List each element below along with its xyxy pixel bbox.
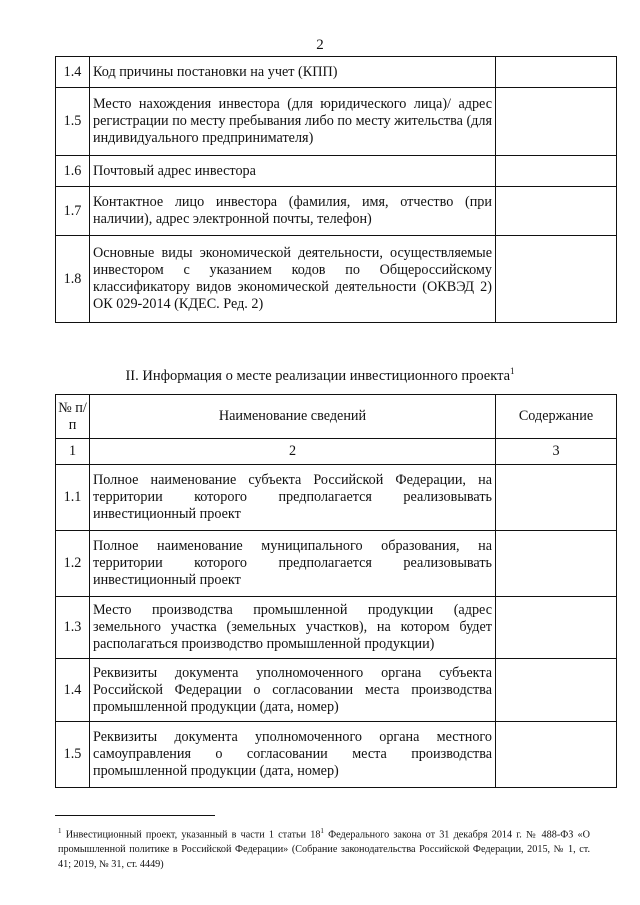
row-label: Полное наименование субъекта Российской Федерации, на территории которого предполагается реализовывать инвестиционный проект	[90, 465, 496, 531]
footnote-text-a: Инвестиционный проект, указанный в части 1 статьи 18	[65, 829, 321, 841]
row-value-cell[interactable]	[496, 531, 617, 597]
table-row	[56, 597, 617, 659]
footnote-reference[interactable]: 1	[510, 366, 515, 376]
header-number: № п/п	[56, 395, 90, 439]
section-title-text: II. Информация о месте реализации инвестиционного проекта	[125, 367, 511, 384]
section-title	[0, 366, 640, 385]
investor-info-table-continued	[55, 56, 617, 323]
row-value-cell[interactable]	[496, 187, 617, 236]
row-number: 1.4	[56, 57, 90, 88]
row-label: Реквизиты документа уполномоченного органа местного самоуправления о согласовании места производства промышленной продукции (дата, номер)	[90, 722, 496, 788]
row-value-cell[interactable]	[496, 722, 617, 788]
page-number: 2	[316, 37, 324, 53]
row-value-cell[interactable]	[496, 236, 617, 323]
table-row	[56, 659, 617, 722]
footnote-mark: 1	[58, 827, 62, 835]
row-number: 1.6	[56, 156, 90, 187]
row-value-cell[interactable]	[496, 88, 617, 156]
row-label: Контактное лицо инвестора (фамилия, имя, отчество (при наличии), адрес электронной почты, телефон)	[90, 187, 496, 236]
footnote-superscript: 1	[320, 827, 324, 835]
table-row	[56, 57, 617, 88]
table-row	[56, 531, 617, 597]
row-number: 1.3	[56, 597, 90, 659]
column-number: 2	[90, 439, 496, 465]
column-number-row	[56, 439, 617, 465]
row-number: 1.7	[56, 187, 90, 236]
footnote	[58, 824, 590, 872]
table-row	[56, 236, 617, 323]
row-number: 1.5	[56, 88, 90, 156]
table-row	[56, 187, 617, 236]
row-label: Код причины постановки на учет (КПП)	[90, 57, 496, 88]
column-number: 1	[56, 439, 90, 465]
row-value-cell[interactable]	[496, 597, 617, 659]
row-number: 1.8	[56, 236, 90, 323]
header-content: Содержание	[496, 395, 617, 439]
table-row	[56, 156, 617, 187]
header-name: Наименование сведений	[90, 395, 496, 439]
row-label: Место производства промышленной продукции (адрес земельного участка (земельных участков), на котором будет располагаться производство промышленной продукции)	[90, 597, 496, 659]
row-value-cell[interactable]	[496, 57, 617, 88]
row-label: Реквизиты документа уполномоченного органа субъекта Российской Федерации о согласовании места производства промышленной продукции (дата, номер)	[90, 659, 496, 722]
column-number: 3	[496, 439, 617, 465]
table-header-row	[56, 395, 617, 439]
row-number: 1.2	[56, 531, 90, 597]
row-number: 1.5	[56, 722, 90, 788]
table-row	[56, 722, 617, 788]
row-number: 1.4	[56, 659, 90, 722]
row-number: 1.1	[56, 465, 90, 531]
row-label: Основные виды экономической деятельности, осуществляемые инвестором с указанием кодов по Общероссийскому классификатору видов экономической деятельности (ОКВЭД 2) ОК 029-2014 (КДЕС. Ред. 2)	[90, 236, 496, 323]
table-row	[56, 465, 617, 531]
row-value-cell[interactable]	[496, 659, 617, 722]
project-location-table	[55, 394, 617, 788]
row-label: Место нахождения инвестора (для юридического лица)/ адрес регистрации по месту пребывания либо по месту жительства (для индивидуального предпринимателя)	[90, 88, 496, 156]
table-row	[56, 88, 617, 156]
row-value-cell[interactable]	[496, 465, 617, 531]
footnote-divider	[55, 815, 215, 816]
row-label: Полное наименование муниципального образования, на территории которого предполагается реализовывать инвестиционный проект	[90, 531, 496, 597]
row-label: Почтовый адрес инвестора	[90, 156, 496, 187]
row-value-cell[interactable]	[496, 156, 617, 187]
footnote-text-b: Федерального закона от 31 декабря 2014 г. № 488-ФЗ «О промышленной политике в Российской Федерации» (Собрание законодательства Российской Федерации, 2015, № 1, ст. 41; 2019, № 31, ст. 4449)	[58, 829, 590, 871]
